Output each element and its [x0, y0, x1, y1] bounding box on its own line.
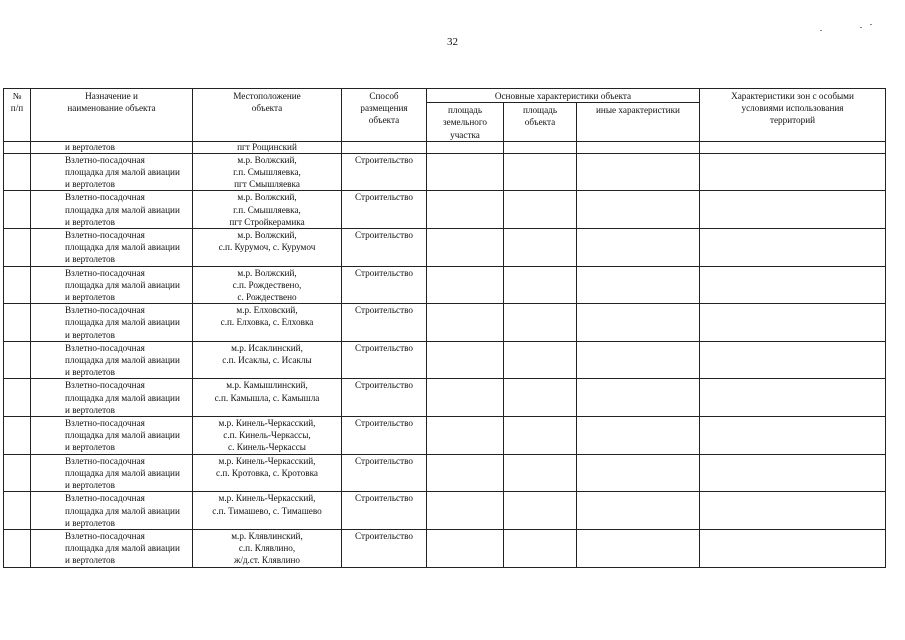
cell-land-area	[427, 153, 504, 191]
cell-land-area	[427, 191, 504, 229]
cell-name	[31, 304, 193, 342]
cell-method: Строительство	[342, 304, 427, 342]
name-line: и вертолетов	[65, 179, 115, 190]
name-line: и вертолетов	[65, 254, 115, 265]
cell-method: Строительство	[342, 529, 427, 567]
cell-zones	[700, 141, 886, 153]
table-row-continuation	[4, 141, 886, 153]
location-line: с.п. Исаклы, с. Исаклы	[222, 355, 312, 366]
cell-method: Строительство	[342, 153, 427, 191]
name-line: Взлетно-посадочная	[65, 192, 145, 203]
name-line: площадка для малой авиации	[65, 543, 180, 554]
table-row	[4, 266, 886, 304]
location-line: г.п. Смышляевка,	[233, 204, 301, 215]
name-line: и вертолетов	[65, 329, 115, 340]
cell-land-area	[427, 492, 504, 530]
cell-other	[577, 454, 700, 492]
cell-method: Строительство	[342, 191, 427, 229]
name-line: Взлетно-посадочная	[65, 455, 145, 466]
location-line: с.п. Кротовка, с. Кротовка	[216, 467, 318, 478]
scan-speck	[870, 24, 872, 25]
header-location: Местоположение объекта	[193, 89, 342, 142]
name-line: Взлетно-посадочная	[65, 267, 145, 278]
cell-object-area	[504, 153, 577, 191]
cell-location	[193, 191, 342, 229]
name-line: и вертолетов	[65, 292, 115, 303]
cell-name	[31, 266, 193, 304]
cell-zones	[700, 417, 886, 455]
name-line: площадка для малой авиации	[65, 467, 180, 478]
cell-location	[193, 304, 342, 342]
cell-other	[577, 266, 700, 304]
cell-location	[193, 266, 342, 304]
location-line: м.р. Камышлинский,	[226, 380, 308, 391]
cell-other	[577, 153, 700, 191]
header-method: Способ размещения объекта	[342, 89, 427, 142]
table-row	[4, 454, 886, 492]
header-object-area: площадь объекта	[504, 103, 577, 142]
cell-object-area	[504, 266, 577, 304]
cell-land-area	[427, 341, 504, 379]
header-main-characteristics: Основные характеристики объекта	[427, 89, 700, 103]
name-line: площадка для малой авиации	[65, 317, 180, 328]
cell-other	[577, 529, 700, 567]
scan-speck	[860, 27, 862, 28]
header-other-characteristics: иные характеристики	[577, 103, 700, 142]
location-line: с.п. Елховка, с. Елховка	[220, 317, 314, 328]
cell-method: Строительство	[342, 379, 427, 417]
cell-zones	[700, 454, 886, 492]
location-line: с.п. Курумоч, с. Курумоч	[218, 242, 316, 253]
name-line: Взлетно-посадочная	[65, 154, 145, 165]
cell-name	[31, 191, 193, 229]
cell-object-area	[504, 529, 577, 567]
cell-location	[193, 379, 342, 417]
cell-number	[4, 417, 31, 455]
header-zones: Характеристики зон с особыми условиями использования территорий	[700, 89, 886, 142]
cell-method: Строительство	[342, 454, 427, 492]
location-line: м.р. Клявлинский,	[231, 530, 303, 541]
name-line: и вертолетов	[65, 442, 115, 453]
cell-object-area	[504, 304, 577, 342]
cell-object-area	[504, 191, 577, 229]
table-row	[4, 229, 886, 267]
cell-zones	[700, 529, 886, 567]
name-line: и вертолетов	[65, 216, 115, 227]
header-name: Назначение и наименование объекта	[31, 89, 193, 142]
cell-land-area	[427, 141, 504, 153]
scan-speck	[820, 30, 822, 31]
cell-zones	[700, 266, 886, 304]
location-line: м.р. Волжский,	[237, 154, 297, 165]
name-line: площадка для малой авиации	[65, 167, 180, 178]
cell-location	[193, 454, 342, 492]
name-line: площадка для малой авиации	[65, 430, 180, 441]
name-line: Взлетно-посадочная	[65, 380, 145, 391]
cell-number	[4, 454, 31, 492]
cell-other	[577, 229, 700, 267]
name-line: Взлетно-посадочная	[65, 530, 145, 541]
cell-name	[31, 341, 193, 379]
cell-method: Строительство	[342, 266, 427, 304]
name-line: Взлетно-посадочная	[65, 493, 145, 504]
cell-land-area	[427, 454, 504, 492]
cell-method: Строительство	[342, 341, 427, 379]
cell-other	[577, 341, 700, 379]
table-row	[4, 379, 886, 417]
cell-object-area	[504, 341, 577, 379]
name-line: и вертолетов	[65, 367, 115, 378]
cell-number	[4, 304, 31, 342]
cell-number	[4, 341, 31, 379]
cell-name	[31, 229, 193, 267]
cell-name	[31, 492, 193, 530]
cell-land-area	[427, 229, 504, 267]
cell-other	[577, 492, 700, 530]
cell-other	[577, 191, 700, 229]
cell-location	[193, 153, 342, 191]
location-line: с.п. Тимашево, с. Тимашево	[212, 505, 322, 516]
cell-name	[31, 417, 193, 455]
location-line: м.р. Кинель-Черкасский,	[218, 493, 316, 504]
cell-name	[31, 454, 193, 492]
cell-method: Строительство	[342, 492, 427, 530]
cell-land-area	[427, 417, 504, 455]
cell-number	[4, 266, 31, 304]
cell-zones	[700, 379, 886, 417]
table-row	[4, 304, 886, 342]
cell-other	[577, 379, 700, 417]
cell-method	[342, 141, 427, 153]
location-line: с.п. Кинель-Черкассы,	[223, 430, 311, 441]
name-line: и вертолетов	[65, 480, 115, 491]
cell-land-area	[427, 304, 504, 342]
cell-other	[577, 141, 700, 153]
location-line: м.р. Волжский,	[237, 267, 297, 278]
cell-zones	[700, 341, 886, 379]
cell-location	[193, 529, 342, 567]
header-land-area: площадь земельного участка	[427, 103, 504, 142]
cell-other	[577, 417, 700, 455]
cell-object-area	[504, 454, 577, 492]
cell-object-area	[504, 141, 577, 153]
cell-number	[4, 153, 31, 191]
cell-number	[4, 141, 31, 153]
cell-number	[4, 492, 31, 530]
cell-location	[193, 492, 342, 530]
cell-location: пгт Рощинский	[193, 141, 342, 153]
cell-number	[4, 191, 31, 229]
location-line: г.п. Смышляевка,	[233, 167, 301, 178]
table-row	[4, 153, 886, 191]
location-line: м.р. Исаклинский,	[231, 342, 303, 353]
location-line: с.п. Рождествено,	[232, 279, 302, 290]
cell-land-area	[427, 529, 504, 567]
name-line: площадка для малой авиации	[65, 392, 180, 403]
objects-table	[3, 88, 886, 568]
location-line: с.п. Камышла, с. Камышла	[214, 392, 320, 403]
cell-name	[31, 529, 193, 567]
cell-zones	[700, 153, 886, 191]
page-number: 32	[447, 36, 458, 48]
cell-land-area	[427, 266, 504, 304]
cell-object-area	[504, 492, 577, 530]
cell-zones	[700, 191, 886, 229]
name-line: площадка для малой авиации	[65, 242, 180, 253]
name-line: площадка для малой авиации	[65, 204, 180, 215]
name-line: площадка для малой авиации	[65, 505, 180, 516]
cell-object-area	[504, 417, 577, 455]
table-row	[4, 417, 886, 455]
cell-number	[4, 229, 31, 267]
name-line: Взлетно-посадочная	[65, 230, 145, 241]
table-row	[4, 191, 886, 229]
cell-location	[193, 341, 342, 379]
table-row	[4, 492, 886, 530]
cell-other	[577, 304, 700, 342]
table-row	[4, 341, 886, 379]
cell-object-area	[504, 229, 577, 267]
cell-land-area	[427, 379, 504, 417]
cell-name	[31, 379, 193, 417]
header-number: № п/п	[4, 89, 31, 142]
name-line: Взлетно-посадочная	[65, 342, 145, 353]
cell-zones	[700, 304, 886, 342]
name-line: площадка для малой авиации	[65, 355, 180, 366]
location-line: пгт Стройкерамика	[229, 216, 305, 227]
name-line: Взлетно-посадочная	[65, 305, 145, 316]
cell-location	[193, 417, 342, 455]
location-line: с. Кинель-Черкассы	[228, 442, 306, 453]
location-line: с.п. Клявлино,	[238, 543, 296, 554]
name-line: площадка для малой авиации	[65, 279, 180, 290]
name-line: и вертолетов	[65, 517, 115, 528]
table-row	[4, 529, 886, 567]
location-line: м.р. Волжский,	[237, 192, 297, 203]
cell-name	[31, 153, 193, 191]
location-line: м.р. Кинель-Черкасский,	[218, 455, 316, 466]
cell-name: и вертолетов	[31, 141, 193, 153]
location-line: м.р. Кинель-Черкасский,	[218, 418, 316, 429]
cell-number	[4, 529, 31, 567]
cell-number	[4, 379, 31, 417]
cell-method: Строительство	[342, 229, 427, 267]
location-line: м.р. Волжский,	[237, 230, 297, 241]
cell-location	[193, 229, 342, 267]
name-line: Взлетно-посадочная	[65, 418, 145, 429]
cell-zones	[700, 492, 886, 530]
name-line: и вертолетов	[65, 555, 115, 566]
name-line: и вертолетов	[65, 404, 115, 415]
cell-object-area	[504, 379, 577, 417]
cell-method: Строительство	[342, 417, 427, 455]
location-line: пгт Смышляевка	[234, 179, 300, 190]
location-line: ж/д.ст. Клявлино	[233, 555, 301, 566]
cell-zones	[700, 229, 886, 267]
location-line: с. Рождествено	[237, 292, 297, 303]
location-line: м.р. Елховский,	[236, 305, 298, 316]
